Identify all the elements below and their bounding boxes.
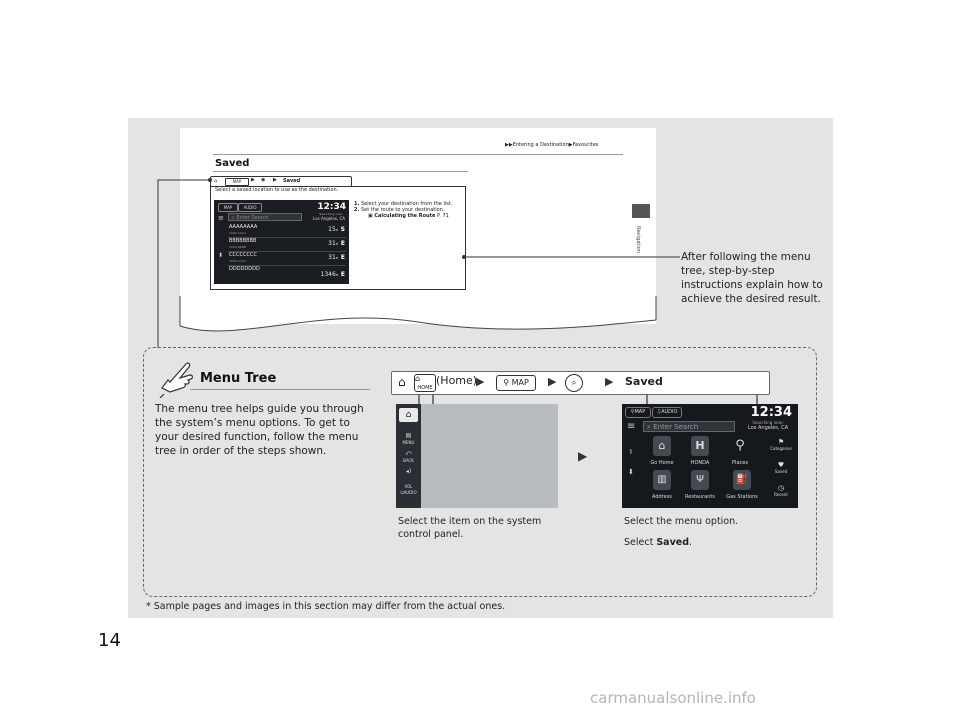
down-arrow-icon[interactable]: ⬇ — [628, 468, 634, 476]
home-key: HOME — [414, 374, 436, 392]
search-icon: ⌕ — [565, 374, 583, 392]
menu-tree-title: Menu Tree — [200, 371, 277, 386]
caption-control-panel: Select the item on the system control panel. — [398, 516, 542, 540]
arrow-icon: ▶ — [273, 177, 277, 183]
clock: 12:34 — [317, 202, 346, 212]
arrow-icon: ▶ — [251, 177, 255, 183]
heart-icon: ♥ — [777, 461, 785, 469]
menu-icon: ≡ — [218, 214, 224, 222]
nav-screen — [622, 404, 798, 508]
audio-knob-label[interactable]: ⏻AUDIO — [400, 490, 417, 495]
home-icon: ⌂ — [405, 410, 412, 420]
recent-item[interactable]: ◷ Recent — [765, 484, 797, 497]
watermark: carmanualsonline.info — [590, 689, 756, 707]
honda-logo-icon: H — [691, 436, 709, 456]
menu-path-bar — [391, 371, 770, 395]
home-icon: ⌂ — [653, 436, 671, 456]
fork-knife-icon: Ψ — [691, 470, 709, 490]
home-button[interactable] — [399, 408, 418, 422]
audio-tab: AUDIO — [238, 203, 262, 212]
step-1: 1. Select your destination from the list. — [354, 201, 453, 207]
tile-restaurants[interactable]: Ψ Restaurants — [682, 470, 718, 506]
back-button[interactable]: BACK — [403, 458, 414, 463]
tile-address[interactable]: ▥ Address — [644, 470, 680, 506]
clock-icon: ◷ — [777, 484, 785, 492]
list-item: AAAAAAAA 1000 AAAA 15ft S — [228, 224, 346, 238]
list-item: BBBBBBBB 2000 BBBB 31ft E — [228, 238, 346, 252]
categories-item[interactable]: ⚑ Categories — [765, 438, 797, 451]
arrow-icon: ▶ — [476, 375, 485, 388]
cross-reference: ▣ Calculating the Route P. 71 — [368, 213, 449, 219]
fuel-pump-icon: ⛽ — [733, 470, 751, 490]
map-key: MAP — [225, 178, 249, 186]
arrow-icon: ▶ — [605, 375, 614, 388]
sample-section-title: Saved — [215, 158, 250, 169]
speaker-icon: ◂) — [405, 468, 412, 475]
tile-honda[interactable]: H HONDA — [682, 436, 718, 472]
up-arrow-icon[interactable]: ⬆ — [628, 448, 634, 456]
home-icon: ⌂ — [398, 375, 406, 389]
power-icon: ⏻ — [400, 490, 404, 495]
menu-tree-description: The menu tree helps guide you through the system’s menu options. To get to your desired function, follow the menu tree in order of the steps shown. — [155, 403, 364, 457]
caption-menu-option: Select the menu option. Select Saved. — [624, 516, 739, 548]
location-label: Los Angeles, CA — [748, 425, 788, 431]
control-panel-buttons — [396, 404, 421, 508]
search-icon: ⌕ — [647, 423, 654, 431]
vol-label: VOL — [404, 484, 413, 489]
location-label: Los Angeles, CA — [313, 216, 345, 221]
sample-description: Select a saved location to use as the destination. — [215, 187, 339, 193]
location-pin-icon: ⚲ — [735, 438, 745, 453]
home-icon: ⌂ — [214, 178, 218, 184]
list-item: CCCCCCCC 3000 CCCC 31ft E — [228, 252, 346, 266]
map-pin-icon: ⚲ — [503, 378, 512, 387]
tile-go-home[interactable]: ⌂ Go Home — [644, 436, 680, 472]
map-pin-icon: ⚲ — [630, 409, 635, 415]
step-2: 2. Set the route to your destination. — [354, 207, 445, 213]
menu-icon: ▤ — [405, 432, 412, 439]
music-note-icon: ♫ — [656, 409, 662, 415]
pointing-hand-icon — [158, 358, 198, 398]
flag-icon: ⚑ — [777, 438, 785, 446]
side-tab-label: Navigation — [635, 226, 641, 253]
audio-tab[interactable]: ♫AUDIO — [652, 407, 682, 418]
menu-tree-title-divider — [190, 389, 370, 390]
back-icon: ⤺ — [405, 450, 412, 457]
map-tab: MAP — [218, 203, 238, 212]
menu-button[interactable]: MENU — [402, 440, 415, 445]
reference-icon: ▣ — [368, 213, 375, 219]
search-input: ⌕ Enter Search — [228, 213, 302, 221]
searching-near-label: Searching near: — [319, 212, 343, 216]
arrow-icon: ▶ — [548, 375, 557, 388]
building-icon: ▥ — [653, 470, 671, 490]
home-key-icon: ⌂ — [415, 374, 421, 383]
path-saved-label: Saved — [625, 375, 663, 388]
home-label: (Home) — [436, 374, 478, 387]
map-button: ⚲ MAP — [496, 375, 536, 391]
tile-places[interactable]: ⚲ Places — [732, 438, 748, 466]
page-number: 14 — [98, 630, 121, 651]
arrow-icon: ▶ — [578, 449, 588, 463]
clock: 12:34 — [750, 405, 792, 420]
annotation-text: After following the menu tree, step-by-step instructions explain how to achieve the desired result. — [681, 251, 823, 305]
menu-icon[interactable]: ≡ — [627, 421, 636, 432]
path-saved-label: Saved — [283, 178, 301, 184]
search-icon: ◉ — [261, 177, 266, 183]
tile-gas-stations[interactable]: ⛽ Gas Stations — [722, 470, 762, 506]
scroll-icon: ⬍ — [218, 252, 224, 259]
search-input[interactable]: ⌕ Enter Search — [643, 421, 735, 432]
list-item: DDDDDDDD 1346ft E — [229, 266, 345, 278]
breadcrumb: ▶▶Entering a Destination▶Favourites — [505, 142, 599, 148]
saved-item[interactable]: ♥ Saved — [765, 461, 797, 474]
searching-near-label: Searching near: — [752, 420, 784, 425]
footnote: * Sample pages and images in this section may differ from the actual ones. — [146, 601, 506, 612]
map-tab[interactable]: ⚲MAP — [625, 407, 651, 418]
search-icon: ⌕ — [232, 215, 237, 221]
